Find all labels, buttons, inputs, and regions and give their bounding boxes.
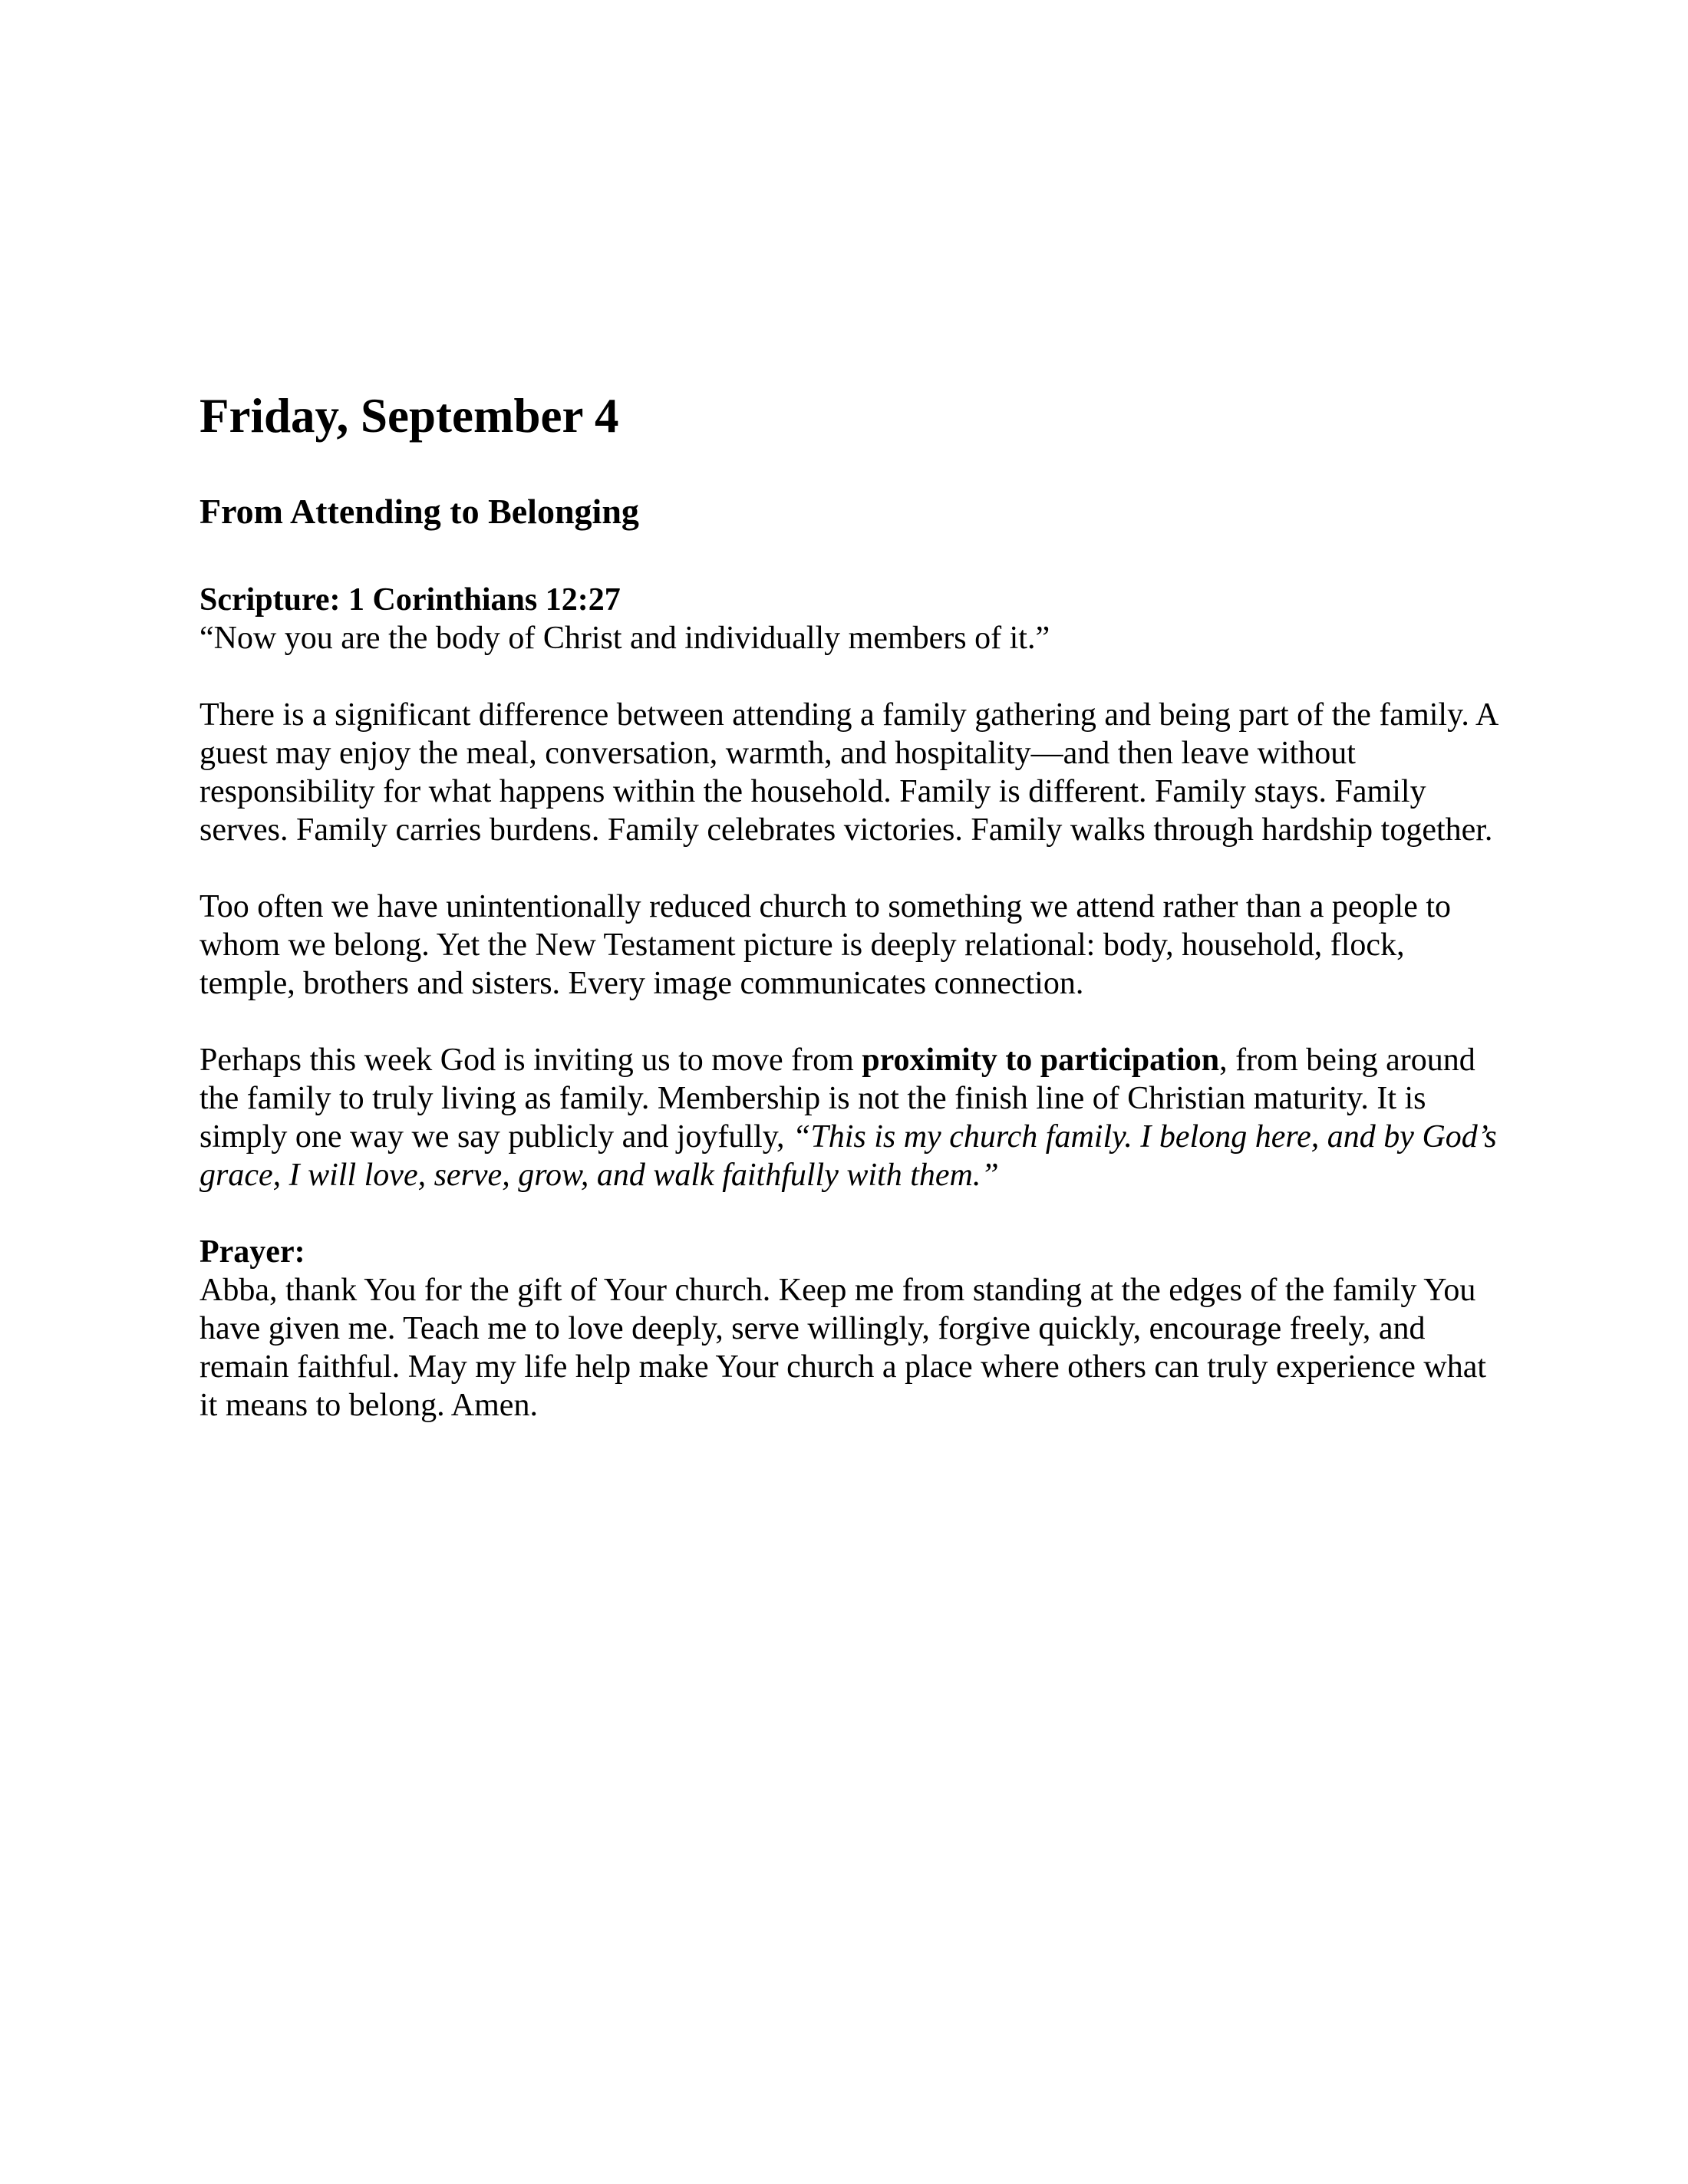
paragraph-1: There is a significant difference between attending a family gathering and being part of the family. A guest may enjoy the meal, conversation, warmth, and hospitality—and then leave without responsibility for what happens within the household. Family is different. Family stays. Family serves. Family carries burdens. Family celebrates victories. Family walks through hardship together. [199, 697, 1498, 848]
paragraph-3 [199, 1041, 1504, 1194]
scripture-quote: “Now you are the body of Christ and individually members of it.” [199, 621, 1050, 656]
prayer-text: Abba, thank You for the gift of Your church. Keep me from standing at the edges of the family You have given me. Teach me to love deeply, serve willingly, forgive quickly, encourage freely, and remain faithful. May my life help make Your church a place where others can truly experience what it means to belong. Amen. [199, 1273, 1487, 1423]
page-title: Friday, September 4 [199, 389, 619, 443]
paragraph-3-middle: , from being around the family to truly living as family. Membership is not the finish line of Christian maturity. It is simply one way we say publicly and joyfully, [199, 1043, 1475, 1155]
paragraph-3-emphasis: proximity to participation [862, 1043, 1220, 1078]
page-subtitle: From Attending to Belonging [199, 492, 639, 531]
prayer-label: Prayer: [199, 1234, 305, 1270]
scripture-label: Scripture: 1 Corinthians 12:27 [199, 582, 621, 618]
paragraph-3-quote: “This is my church family. I belong here, and by God’s grace, I will love, serve, grow, and walk faithfully with them.” [199, 1119, 1497, 1193]
paragraph-3-intro: Perhaps this week God is inviting us to move from [199, 1043, 862, 1078]
devotional-page [199, 384, 1504, 1425]
paragraph-2: Too often we have unintentionally reduced church to something we attend rather than a people to whom we belong. Yet the New Testament picture is deeply relational: body, household, flock, temple, brothers and sisters. Every image communicates connection. [199, 889, 1452, 1001]
